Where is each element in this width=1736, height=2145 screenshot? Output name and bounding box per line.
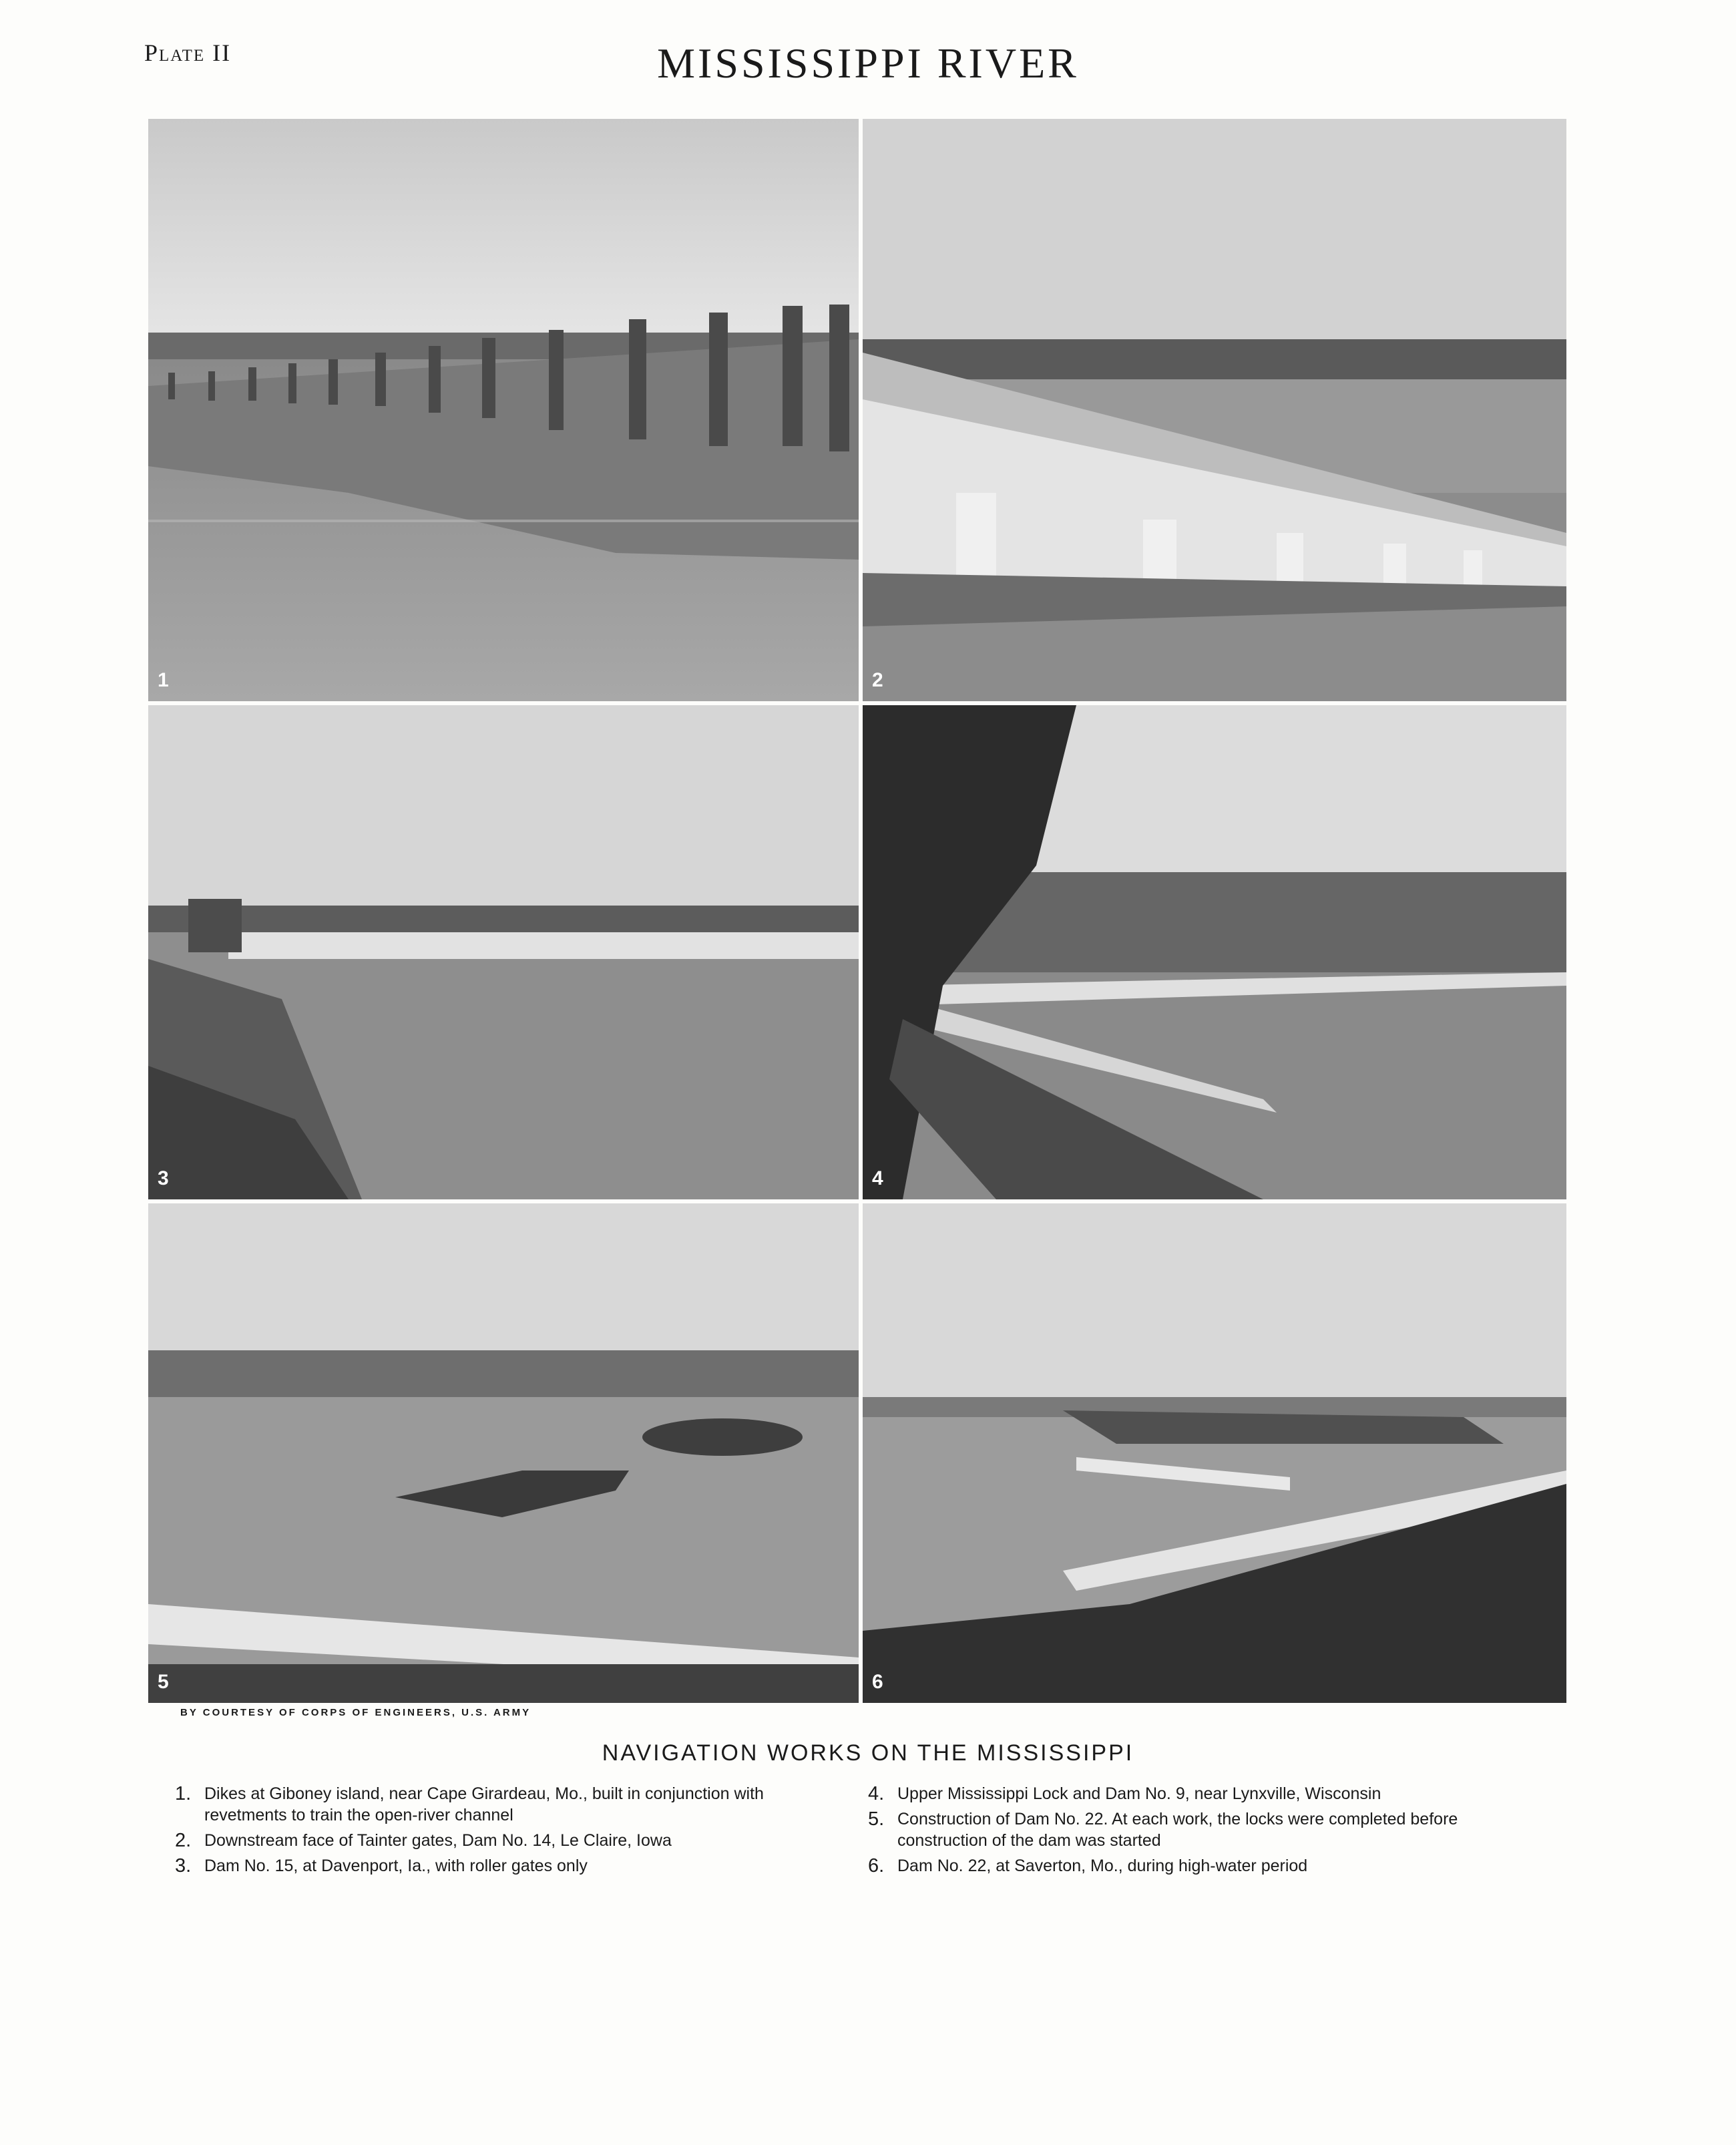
- photo-6-number: 6: [872, 1671, 883, 1693]
- photo-4-number: 4: [872, 1167, 883, 1189]
- photo-6: [863, 1203, 1566, 1703]
- caption-5-number: 5.: [868, 1808, 885, 1830]
- caption-6: [868, 1855, 1536, 1877]
- caption-1: [175, 1783, 843, 1826]
- caption-2: [175, 1830, 843, 1851]
- photo-5: [148, 1203, 859, 1703]
- caption-2-number: 2.: [175, 1830, 192, 1851]
- caption-6-text: Dam No. 22, at Saverton, Mo., during high-water period: [897, 1857, 1308, 1875]
- caption-3-number: 3.: [175, 1855, 192, 1877]
- photo-2-number: 2: [872, 669, 883, 691]
- photo-1-image: [148, 119, 859, 701]
- photo-4: [863, 705, 1566, 1199]
- caption-1-text: Dikes at Giboney island, near Cape Girardeau, Mo., built in conjunction with revetments to train the open-river channel: [204, 1784, 764, 1824]
- caption-4-text: Upper Mississippi Lock and Dam No. 9, near Lynxville, Wisconsin: [897, 1784, 1381, 1803]
- photo-1: [148, 119, 859, 701]
- photo-3-image: [148, 705, 859, 1199]
- photo-grid: [148, 119, 1566, 1703]
- caption-5: [868, 1808, 1536, 1851]
- photo-6-image: [863, 1203, 1566, 1703]
- caption-list-right: [868, 1783, 1536, 1881]
- photo-4-image: [863, 705, 1566, 1199]
- caption-title: NAVIGATION WORKS ON THE MISSISSIPPI: [602, 1740, 1134, 1766]
- photo-credit: BY COURTESY OF CORPS OF ENGINEERS, U.S. ARMY: [180, 1707, 531, 1718]
- photo-3-number: 3: [158, 1167, 169, 1189]
- caption-3-text: Dam No. 15, at Davenport, Ia., with roller gates only: [204, 1857, 588, 1875]
- caption-4: [868, 1783, 1536, 1804]
- photo-2-image: [863, 119, 1566, 701]
- caption-3: [175, 1855, 843, 1877]
- caption-2-text: Downstream face of Tainter gates, Dam No. 14, Le Claire, Iowa: [204, 1831, 672, 1850]
- photo-3: [148, 705, 859, 1199]
- photo-5-image: [148, 1203, 859, 1703]
- page-title: MISSISSIPPI RIVER: [657, 39, 1079, 87]
- photo-2: [863, 119, 1566, 701]
- caption-1-number: 1.: [175, 1783, 192, 1804]
- plate-label: Plate II: [144, 39, 232, 66]
- caption-6-number: 6.: [868, 1855, 885, 1877]
- caption-list-left: [175, 1783, 843, 1881]
- photo-5-number: 5: [158, 1671, 169, 1693]
- caption-4-number: 4.: [868, 1783, 885, 1804]
- photo-1-number: 1: [158, 669, 169, 691]
- caption-5-text: Construction of Dam No. 22. At each work, the locks were completed before construction of the dam was started: [897, 1810, 1458, 1850]
